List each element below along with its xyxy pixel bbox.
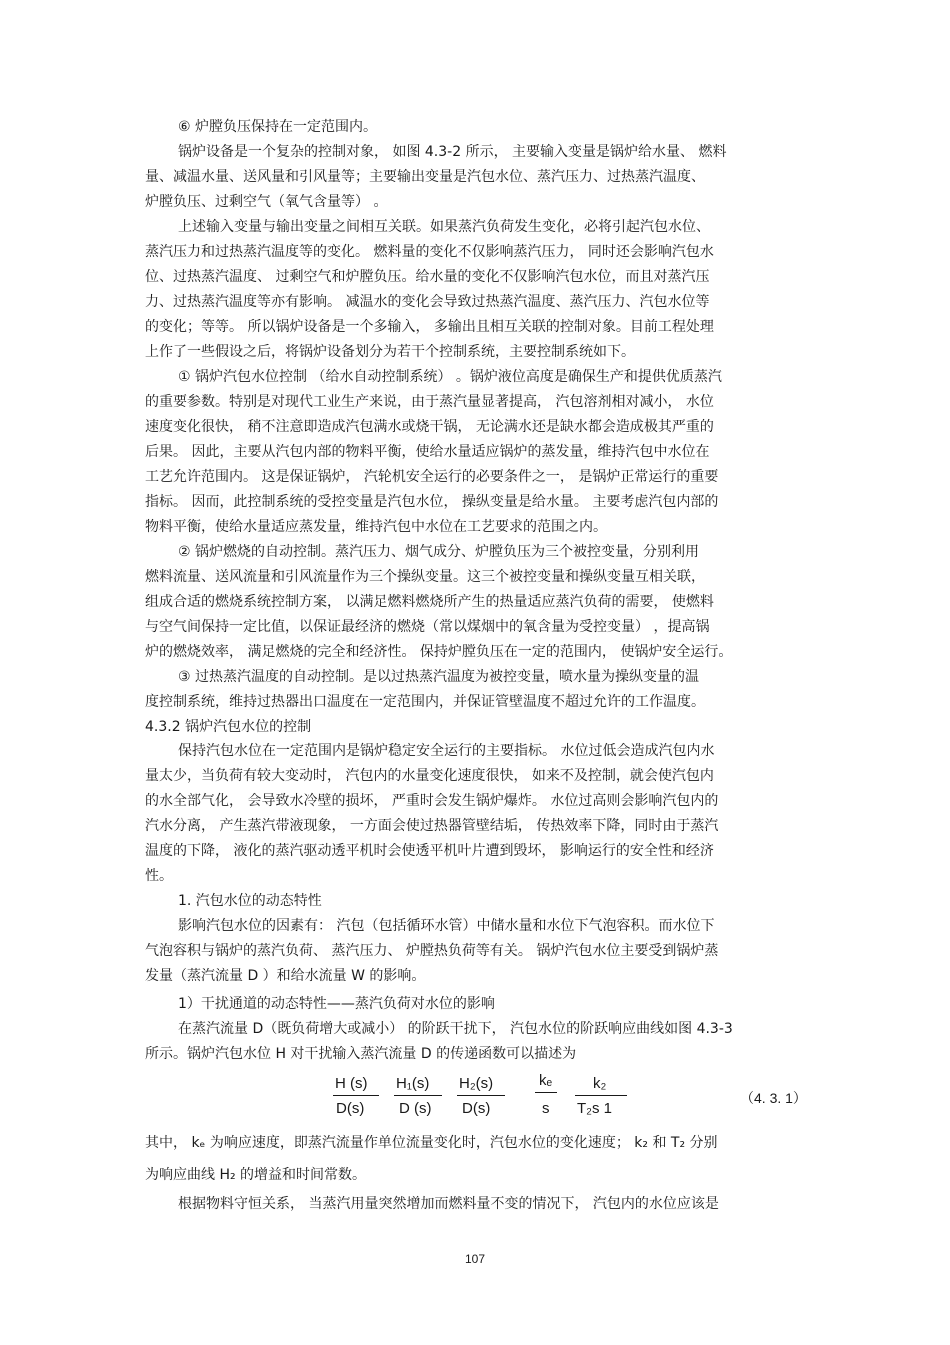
equation-term: D (s) (399, 1100, 432, 1117)
text-line: 量、减温水量、送风量和引风量等；主要输出变量是汽包水位、蒸汽压力、过热蒸汽温度、 (145, 169, 705, 185)
text-line: 度控制系统，维持过热器出口温度在一定范围内，并保证管壁温度不超过允许的工作温度。 (145, 694, 705, 710)
fraction-bar (333, 1095, 379, 1096)
text-line: ② 锅炉燃烧的自动控制。蒸汽压力、烟气成分、炉膛负压为三个被控变量，分别利用 (178, 544, 699, 560)
text-line: 所示。锅炉汽包水位 H 对干扰输入蒸汽流量 D 的传递函数可以描述为 (145, 1046, 577, 1062)
text-line: 位、过热蒸汽温度、 过剩空气和炉膛负压。给水量的变化不仅影响汽包水位，而且对蒸汽压 (145, 269, 710, 285)
equation-term: H (s) (335, 1075, 368, 1092)
equation-term: D(s) (462, 1100, 491, 1117)
text-line: 其中， kₑ 为响应速度，即蒸汽流量作单位流量变化时，汽包水位的变化速度； k₂ 和 T₂ 分别 (145, 1135, 718, 1151)
text-line: 指标。 因而，此控制系统的受控变量是汽包水位， 操纵变量是给水量。 主要考虑汽包内部的 (145, 494, 719, 510)
equation-term: T₂s 1 (577, 1100, 612, 1117)
text-line: 的重要参数。特别是对现代工业生产来说，由于蒸汽量显著提高， 汽包溶剂相对减小， 水位 (145, 394, 714, 410)
fraction-bar (394, 1095, 442, 1096)
text-line: 温度的下降， 液化的蒸汽驱动透平机时会使透平机叶片遭到毁坏， 影响运行的安全性和经济 (145, 843, 714, 859)
subheading: 1. 汽包水位的动态特性 (178, 893, 322, 909)
text-line: 上作了一些假设之后，将锅炉设备划分为若干个控制系统，主要控制系统如下。 (145, 344, 635, 360)
equation-number: （4. 3. 1） (740, 1090, 807, 1106)
text-line: ⑥ 炉膛负压保持在一定范围内。 (178, 119, 378, 135)
text-line: 的水全部气化， 会导致水冷壁的损坏， 严重时会发生锅炉爆炸。 水位过高则会影响汽包内的 (145, 793, 719, 809)
fraction-bar (457, 1095, 505, 1096)
text-line: 蒸汽压力和过热蒸汽温度等的变化。 燃料量的变化不仅影响蒸汽压力， 同时还会影响汽包水 (145, 244, 714, 260)
text-line: 燃料流量、送风流量和引风流量作为三个操纵变量。这三个被控变量和操纵变量互相关联， (145, 569, 705, 585)
text-line: 后果。 因此，主要从汽包内部的物料平衡，使给水量适应锅炉的蒸发量，维持汽包中水位在 (145, 444, 710, 460)
text-line: 炉的燃烧效率， 满足燃烧的完全和经济性。 保持炉膛负压在一定的范围内， 使锅炉安全运行。 (145, 644, 733, 660)
equation-term: H₂(s) (459, 1075, 494, 1092)
text-line: 的变化；等等。 所以锅炉设备是一个多输入， 多输出且相互关联的控制对象。目前工程处理 (145, 319, 714, 335)
text-line: 组成合适的燃烧系统控制方案， 以满足燃料燃烧所产生的热量适应蒸汽负荷的需要， 使燃料 (145, 594, 714, 610)
text-line: 为响应曲线 H₂ 的增益和时间常数。 (145, 1167, 367, 1183)
text-line: 物料平衡，使给水量适应蒸发量，维持汽包中水位在工艺要求的范围之内。 (145, 519, 607, 535)
text-line: 速度变化很快， 稍不注意即造成汽包满水或烧干锅， 无论满水还是缺水都会造成极其严重的 (145, 419, 714, 435)
page-number: 107 (464, 1252, 486, 1266)
subheading: 1）干扰通道的动态特性——蒸汽负荷对水位的影响 (178, 996, 495, 1012)
text-line: 根据物料守恒关系， 当蒸汽用量突然增加而燃料量不变的情况下， 汽包内的水位应该是 (178, 1196, 719, 1212)
text-line: 发量（蒸汽流量 D ）和给水流量 W 的影响。 (145, 968, 426, 984)
text-line: 工艺允许范围内。 这是保证锅炉， 汽轮机安全运行的必要条件之一， 是锅炉正常运行的重要 (145, 469, 719, 485)
fraction-bar (575, 1095, 627, 1096)
text-line: 量太少，当负荷有较大变动时， 汽包内的水量变化速度很快， 如来不及控制，就会使汽包内 (145, 768, 714, 784)
equation-term: H₁(s) (396, 1075, 430, 1092)
text-line: 炉膛负压、过剩空气（氧气含量等） 。 (145, 194, 388, 210)
text-line: ① 锅炉汽包水位控制 （给水自动控制系统） 。锅炉液位高度是确保生产和提供优质蒸汽 (178, 369, 722, 385)
text-line: 与空气间保持一定比值，以保证最经济的燃烧（常以煤烟中的氧含量为受控变量） ，提高锅 (145, 619, 710, 635)
fraction-bar (535, 1092, 557, 1093)
equation-term: D(s) (336, 1100, 365, 1117)
text-line: 保持汽包水位在一定范围内是锅炉稳定安全运行的主要指标。 水位过低会造成汽包内水 (178, 743, 715, 759)
text-line: 气泡容积与锅炉的蒸汽负荷、 蒸汽压力、 炉膛热负荷等有关。 锅炉汽包水位主要受到锅炉蒸 (145, 943, 719, 959)
text-line: 在蒸汽流量 D（既负荷增大或减小） 的阶跃干扰下， 汽包水位的阶跃响应曲线如图 4.3-3 (178, 1021, 733, 1037)
text-line: 影响汽包水位的因素有： 汽包（包括循环水管）中储水量和水位下气泡容积。而水位下 (178, 918, 715, 934)
text-line: 锅炉设备是一个复杂的控制对象， 如图 4.3-2 所示， 主要输入变量是锅炉给水量、 燃料 (178, 144, 727, 160)
equation-term: k₂ (593, 1075, 607, 1092)
text-line: 性。 (145, 868, 173, 884)
text-line: ③ 过热蒸汽温度的自动控制。是以过热蒸汽温度为被控变量，喷水量为操纵变量的温 (178, 669, 699, 685)
equation-term: kₑ (539, 1072, 553, 1089)
text-line: 上述输入变量与输出变量之间相互关联。如果蒸汽负荷发生变化，必将引起汽包水位、 (178, 219, 710, 235)
text-line: 汽水分离， 产生蒸汽带液现象， 一方面会使过热器管壁结垢， 传热效率下降，同时由于蒸汽 (145, 818, 719, 834)
text-line: 力、过热蒸汽温度等亦有影响。 减温水的变化会导致过热蒸汽温度、蒸汽压力、汽包水位等 (145, 294, 710, 310)
section-heading: 4.3.2 锅炉汽包水位的控制 (145, 719, 312, 735)
equation-term: s (542, 1100, 550, 1117)
